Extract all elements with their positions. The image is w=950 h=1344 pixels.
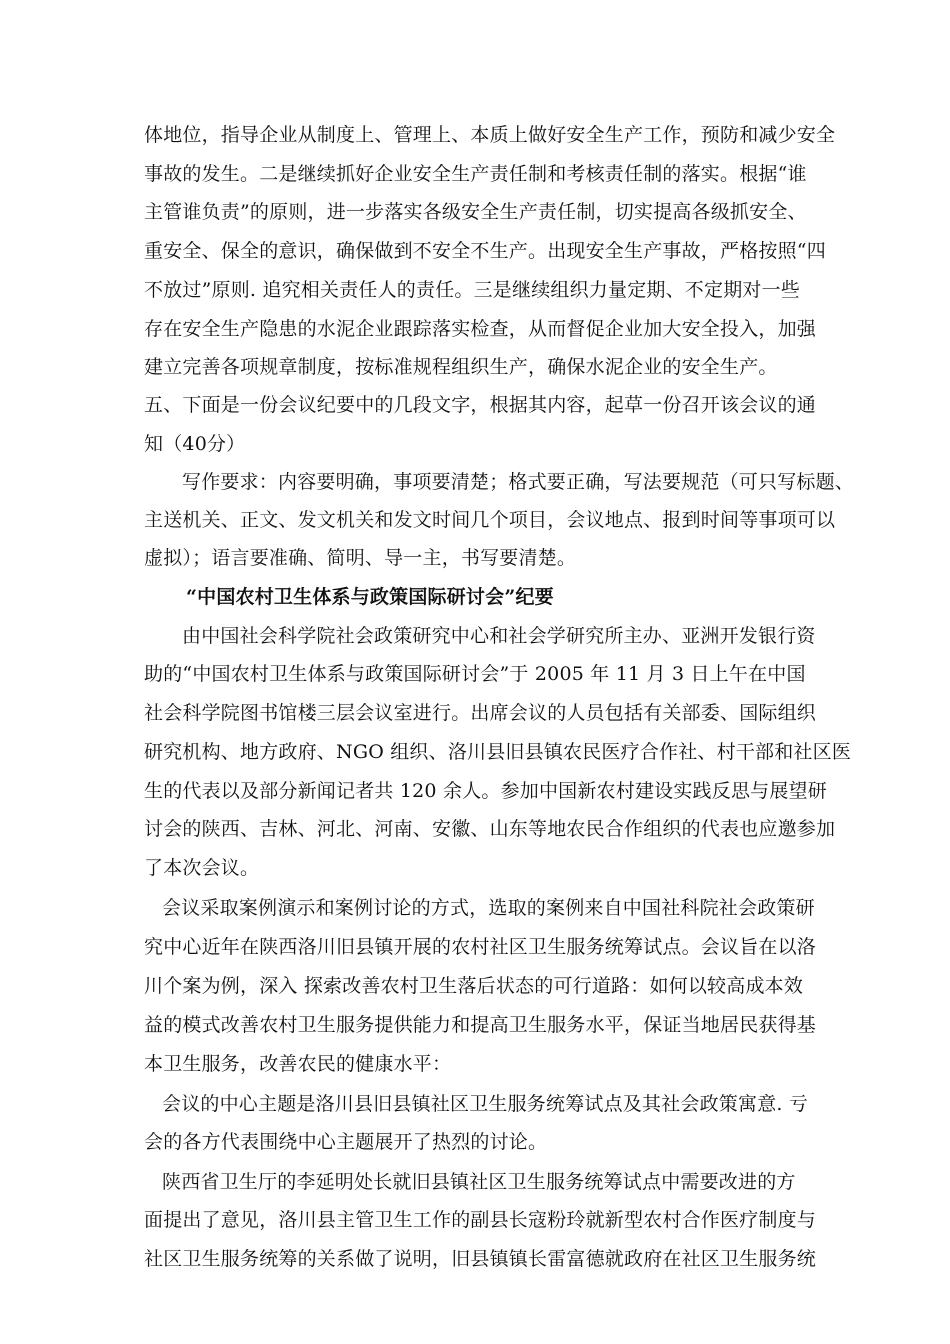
text-line: 社区卫生服务统筹的关系做了说明，旧县镇镇长雷富德就政府在社区卫生服务统 (144, 1248, 817, 1270)
minutes-title: “中国农村卫生体系与政策国际研讨会”纪要 (186, 586, 554, 608)
text-line: 了本次会议。 (144, 857, 260, 879)
text-line: 生的代表以及部分新闻记者共 120 余人。参加中国新农村建设实践反思与展望研 (144, 780, 827, 802)
text-line: 川个案为例，深入 探索改善农村卫生落后状态的可行道路：如何以较高成本效 (144, 975, 804, 997)
text-line: 主送机关、正文、发文机关和发文时间几个项目，会议地点、报到时间等事项可以 (144, 509, 836, 531)
text-line: 面提出了意见，洛川县主管卫生工作的副县长寇粉玲就新型农村合作医疗制度与 (144, 1209, 817, 1231)
text-line: 会的各方代表围绕中心主题展开了热烈的讨论。 (144, 1131, 548, 1153)
text-line: 会议的中心主题是洛川县旧县镇社区卫生服务统筹试点及其社会政策寓意. 亏 (162, 1093, 809, 1115)
text-line: 事故的发生。二是继续抓好企业安全生产责任制和考核责任制的落实。根据“谁 (144, 163, 807, 185)
text-line: 陕西省卫生厅的李延明处长就旧县镇社区卫生服务统筹试点中需要改进的方 (162, 1171, 796, 1193)
text-line: 主管谁负责”的原则，进一步落实各级安全生产责任制，切实提高各级抓安全、 (144, 201, 807, 223)
text-line: 虚拟）；语言要准确、简明、导一主，书写要清楚。 (144, 547, 577, 569)
text-line: 本卫生服务，改善农民的健康水平： (144, 1053, 452, 1075)
text-line: 存在安全生产隐患的水泥企业跟踪落实检查，从而督促企业加大安全投入，加强 (144, 318, 817, 340)
text-line: 不放过”原则. 追究相关责任人的责任。三是继续组织力量定期、不定期对一些 (144, 279, 800, 301)
question-heading: 五、下面是一份会议纪要中的几段文字，根据其内容，起草一份召开该会议的通 (144, 394, 817, 416)
text-line: 由中国社会科学院社会政策研究中心和社会学研究所主办、亚洲开发银行资 (182, 625, 816, 647)
text-line: 写作要求：内容要明确，事项要清楚；格式要正确，写法要规范（可只写标题、 (182, 471, 855, 493)
text-line: 会议采取案例演示和案例讨论的方式，选取的案例来自中国社科院社会政策研 (162, 897, 815, 919)
text-line: 益的模式改善农村卫生服务提供能力和提高卫生服务水平，保证当地居民获得基 (144, 1014, 817, 1036)
text-line: 讨会的陕西、吉林、河北、河南、安徽、山东等地农民合作组织的代表也应邀参加 (144, 818, 836, 840)
text-line: 社会科学院图书馆楼三层会议室进行。出席会议的人员包括有关部委、国际组织 (144, 702, 817, 724)
text-line: 助的“中国农村卫生体系与政策国际研讨会”于 2005 年 11 月 3 日上午在中国 (144, 663, 806, 685)
text-line: 究中心近年在陕西洛川旧县镇开展的农村社区卫生服务统筹试点。会议旨在以洛 (144, 936, 817, 958)
text-line: 体地位，指导企业从制度上、管理上、本质上做好安全生产工作，预防和减少安全 (144, 124, 836, 146)
text-line: 建立完善各项规章制度，按标准规程组织生产，确保水泥企业的安全生产。 (144, 356, 778, 378)
text-line: 重安全、保全的意识，确保做到不安全不生产。出现安全生产事故，严格按照“四 (144, 240, 826, 262)
text-line: 研究机构、地方政府、NGO 组织、洛川县旧县镇农民医疗合作社、村干部和社区医 (144, 741, 852, 763)
text-line: 知（40分） (144, 433, 246, 455)
